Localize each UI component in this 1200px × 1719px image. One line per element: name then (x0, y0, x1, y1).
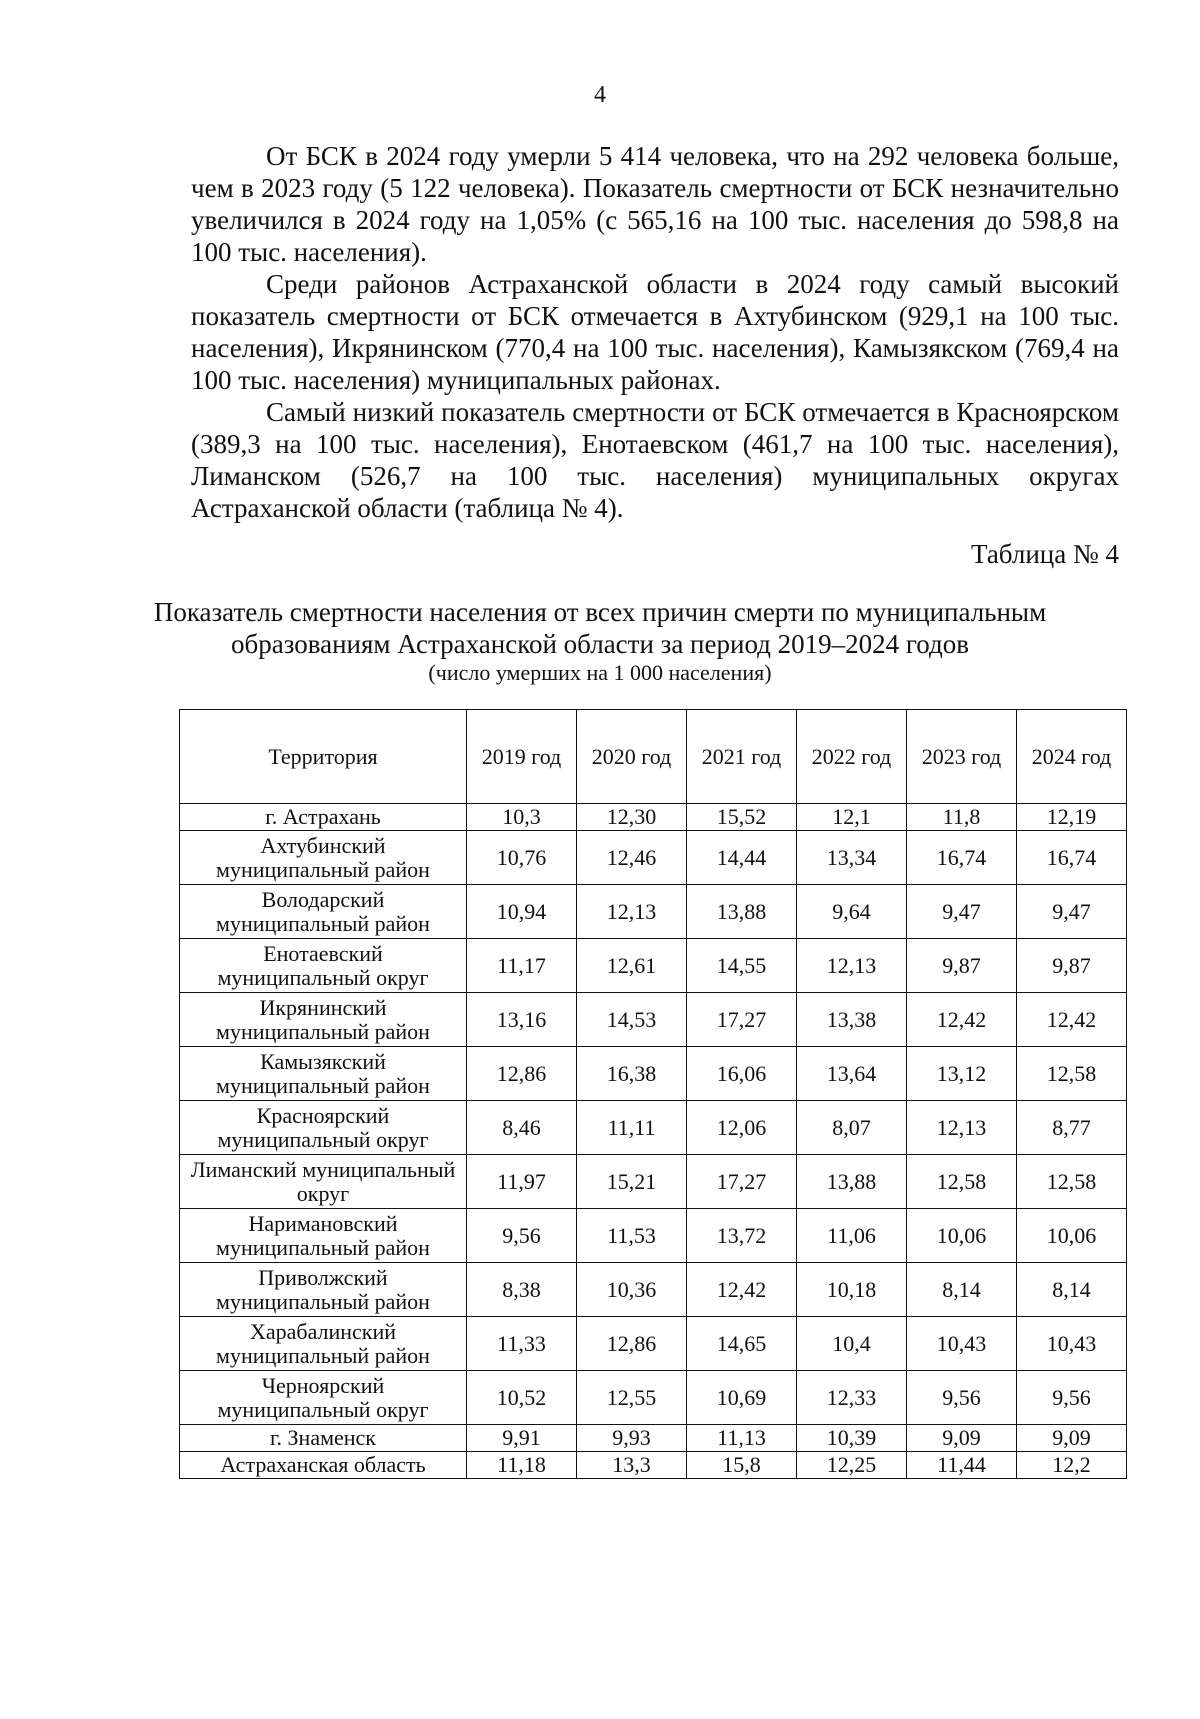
table-title (0, 596, 1200, 660)
table-title-line: Показатель смертности населения от всех причин смерти по муниципальным (153, 597, 1047, 627)
territory-cell: Икрянинский муниципальный район (180, 993, 467, 1047)
table-row (180, 1317, 1127, 1371)
value-cell: 12,33 (797, 1371, 907, 1425)
value-cell: 11,53 (577, 1209, 687, 1263)
value-cell: 12,58 (907, 1155, 1017, 1209)
value-cell: 13,88 (797, 1155, 907, 1209)
territory-cell: Приволжский муниципальный район (180, 1263, 467, 1317)
territory-cell: Красноярский муниципальный округ (180, 1101, 467, 1155)
value-cell: 12,13 (577, 885, 687, 939)
value-cell: 9,64 (797, 885, 907, 939)
column-header-2023: 2023 год (907, 710, 1017, 804)
value-cell: 10,3 (467, 804, 577, 831)
value-cell: 16,74 (1017, 831, 1127, 885)
value-cell: 12,58 (1017, 1155, 1127, 1209)
value-cell: 10,94 (467, 885, 577, 939)
value-cell: 15,8 (687, 1452, 797, 1479)
value-cell: 10,39 (797, 1425, 907, 1452)
paragraph: От БСК в 2024 году умерли 5 414 человека, что на 292 человека больше, чем в 2023 году (5 122 человека). Показатель смертности от БСК незначительно увеличился в 2024 году на 1,05% (с 565,16 на 100 тыс. населения до 598,8 на 100 тыс. населения). (191, 141, 1119, 267)
territory-cell: Володарский муниципальный район (180, 885, 467, 939)
value-cell: 10,36 (577, 1263, 687, 1317)
value-cell: 12,30 (577, 804, 687, 831)
territory-cell: г. Знаменск (180, 1425, 467, 1452)
value-cell: 14,55 (687, 939, 797, 993)
value-cell: 10,06 (1017, 1209, 1127, 1263)
value-cell: 9,56 (1017, 1371, 1127, 1425)
value-cell: 12,25 (797, 1452, 907, 1479)
territory-cell: Астраханская область (180, 1452, 467, 1479)
value-cell: 10,18 (797, 1263, 907, 1317)
value-cell: 17,27 (687, 1155, 797, 1209)
territory-cell: Лиманский муниципальный округ (180, 1155, 467, 1209)
value-cell: 14,65 (687, 1317, 797, 1371)
value-cell: 13,16 (467, 993, 577, 1047)
value-cell: 12,19 (1017, 804, 1127, 831)
page-number: 4 (594, 82, 606, 108)
value-cell: 10,69 (687, 1371, 797, 1425)
value-cell: 9,93 (577, 1425, 687, 1452)
value-cell: 13,72 (687, 1209, 797, 1263)
column-header-2019: 2019 год (467, 710, 577, 804)
table-unit: (число умерших на 1 000 населения) (428, 660, 772, 685)
value-cell: 10,52 (467, 1371, 577, 1425)
value-cell: 11,18 (467, 1452, 577, 1479)
value-cell: 11,33 (467, 1317, 577, 1371)
table-header-row (180, 710, 1127, 804)
table-row (180, 1101, 1127, 1155)
table-row (180, 1047, 1127, 1101)
table-row (180, 1425, 1127, 1452)
value-cell: 10,06 (907, 1209, 1017, 1263)
value-cell: 17,27 (687, 993, 797, 1047)
mortality-table (179, 709, 1127, 1479)
value-cell: 12,86 (577, 1317, 687, 1371)
value-cell: 8,38 (467, 1263, 577, 1317)
value-cell: 12,1 (797, 804, 907, 831)
value-cell: 13,12 (907, 1047, 1017, 1101)
value-cell: 13,38 (797, 993, 907, 1047)
territory-cell: Енотаевский муниципальный округ (180, 939, 467, 993)
paragraph: Самый низкий показатель смертности от БСК отмечается в Красноярском (389,3 на 100 тыс. населения), Енотаевском (461,7 на 100 тыс. населения), Лиманском (526,7 на 100 тыс. населения) муниципальных округах Астраханской области (таблица № 4). (191, 397, 1119, 523)
territory-cell: Камызякский муниципальный район (180, 1047, 467, 1101)
value-cell: 15,21 (577, 1155, 687, 1209)
table-row (180, 831, 1127, 885)
value-cell: 14,53 (577, 993, 687, 1047)
value-cell: 15,52 (687, 804, 797, 831)
value-cell: 8,77 (1017, 1101, 1127, 1155)
table-row (180, 939, 1127, 993)
value-cell: 8,46 (467, 1101, 577, 1155)
value-cell: 10,4 (797, 1317, 907, 1371)
value-cell: 16,06 (687, 1047, 797, 1101)
value-cell: 14,44 (687, 831, 797, 885)
value-cell: 9,09 (1017, 1425, 1127, 1452)
value-cell: 8,07 (797, 1101, 907, 1155)
value-cell: 12,58 (1017, 1047, 1127, 1101)
value-cell: 13,3 (577, 1452, 687, 1479)
value-cell: 11,17 (467, 939, 577, 993)
value-cell: 8,14 (1017, 1263, 1127, 1317)
table-row (180, 993, 1127, 1047)
territory-cell: Харабалинский муниципальный район (180, 1317, 467, 1371)
value-cell: 16,38 (577, 1047, 687, 1101)
value-cell: 10,76 (467, 831, 577, 885)
paragraph: Среди районов Астраханской области в 2024 году самый высокий показатель смертности от БСК отмечается в Ахтубинском (929,1 на 100 тыс. населения), Икрянинском (770,4 на 100 тыс. населения), Камызякском (769,4 на 100 тыс. населения) муниципальных районах. (191, 269, 1119, 395)
column-header-2020: 2020 год (577, 710, 687, 804)
value-cell: 9,47 (1017, 885, 1127, 939)
table-body (180, 804, 1127, 1479)
table-label: Таблица № 4 (971, 539, 1119, 569)
value-cell: 13,88 (687, 885, 797, 939)
territory-cell: Наримановский муниципальный район (180, 1209, 467, 1263)
value-cell: 9,09 (907, 1425, 1017, 1452)
value-cell: 10,43 (907, 1317, 1017, 1371)
value-cell: 12,42 (1017, 993, 1127, 1047)
body-text (191, 140, 1119, 524)
territory-cell: Черноярский муниципальный округ (180, 1371, 467, 1425)
column-header-2022: 2022 год (797, 710, 907, 804)
table-row (180, 1209, 1127, 1263)
column-header-2024: 2024 год (1017, 710, 1127, 804)
value-cell: 12,86 (467, 1047, 577, 1101)
value-cell: 9,47 (907, 885, 1017, 939)
value-cell: 12,13 (907, 1101, 1017, 1155)
value-cell: 13,34 (797, 831, 907, 885)
value-cell: 11,13 (687, 1425, 797, 1452)
value-cell: 11,11 (577, 1101, 687, 1155)
column-header-territory: Территория (180, 710, 467, 804)
value-cell: 12,61 (577, 939, 687, 993)
value-cell: 11,44 (907, 1452, 1017, 1479)
value-cell: 10,43 (1017, 1317, 1127, 1371)
value-cell: 11,97 (467, 1155, 577, 1209)
value-cell: 9,87 (1017, 939, 1127, 993)
territory-cell: г. Астрахань (180, 804, 467, 831)
value-cell: 9,91 (467, 1425, 577, 1452)
value-cell: 11,06 (797, 1209, 907, 1263)
value-cell: 16,74 (907, 831, 1017, 885)
value-cell: 11,8 (907, 804, 1017, 831)
table-row (180, 1452, 1127, 1479)
value-cell: 8,14 (907, 1263, 1017, 1317)
value-cell: 12,42 (687, 1263, 797, 1317)
table-title-line: образованиям Астраханской области за период 2019–2024 годов (230, 629, 970, 659)
value-cell: 12,46 (577, 831, 687, 885)
value-cell: 13,64 (797, 1047, 907, 1101)
table-row (180, 804, 1127, 831)
table-row (180, 1263, 1127, 1317)
column-header-2021: 2021 год (687, 710, 797, 804)
value-cell: 12,42 (907, 993, 1017, 1047)
table-row (180, 1155, 1127, 1209)
table-row (180, 1371, 1127, 1425)
value-cell: 12,06 (687, 1101, 797, 1155)
territory-cell: Ахтубинский муниципальный район (180, 831, 467, 885)
value-cell: 12,2 (1017, 1452, 1127, 1479)
value-cell: 9,56 (907, 1371, 1017, 1425)
value-cell: 9,56 (467, 1209, 577, 1263)
value-cell: 12,13 (797, 939, 907, 993)
value-cell: 9,87 (907, 939, 1017, 993)
table-row (180, 885, 1127, 939)
value-cell: 12,55 (577, 1371, 687, 1425)
